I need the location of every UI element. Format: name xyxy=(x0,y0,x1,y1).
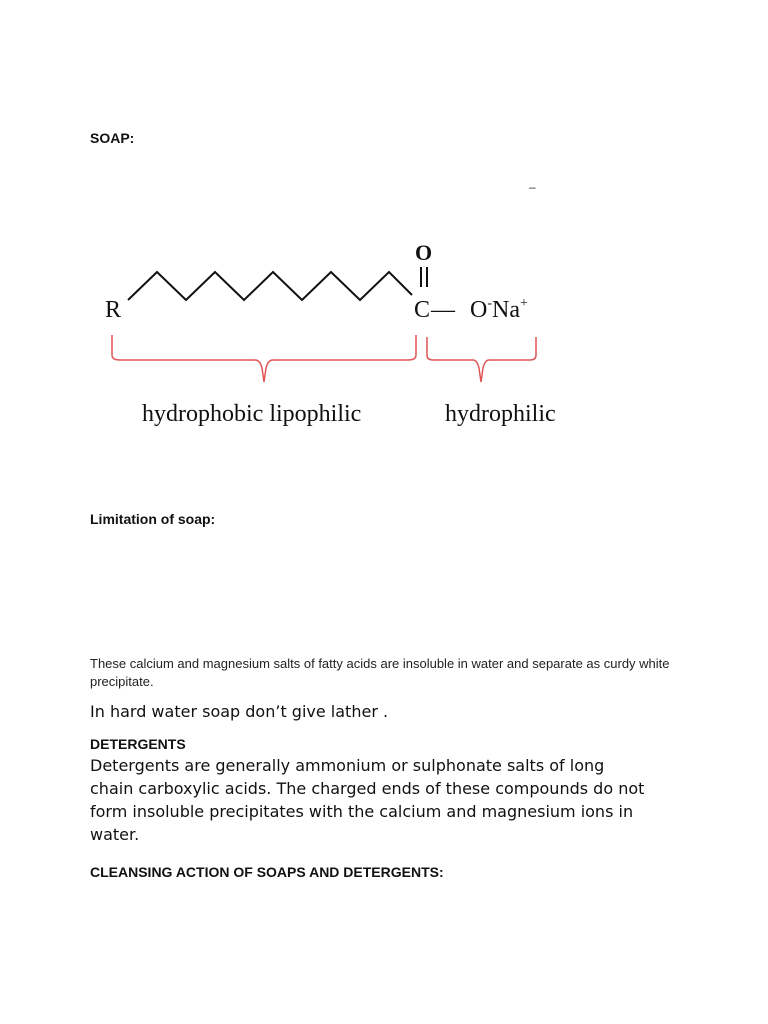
limitation-heading: Limitation of soap: xyxy=(90,511,216,527)
detergents-heading: DETERGENTS xyxy=(90,736,186,752)
sodium-oxide-group xyxy=(470,296,528,323)
single-bond-dash: — xyxy=(431,297,456,323)
oxide-charge: - xyxy=(487,296,493,311)
sodium-charge: + xyxy=(520,296,528,311)
hydrophobic-brace xyxy=(112,335,416,382)
soap-heading: SOAP: xyxy=(90,130,135,146)
soap-molecule-diagram xyxy=(90,225,590,440)
stray-mark: – xyxy=(529,180,536,194)
r-group-label: R xyxy=(105,297,122,323)
oxide-label: O xyxy=(470,297,488,323)
limitation-text: These calcium and magnesium salts of fatty acids are insoluble in water and separate as curdy white precipitate. xyxy=(90,656,670,689)
hydrophilic-label: hydrophilic xyxy=(445,401,556,427)
carbonyl-oxygen: O xyxy=(415,240,433,265)
detergents-text: Detergents are generally ammonium or sulphonate salts of long chain carboxylic acids. The charged ends of these compounds do not form insoluble precipitates with the calcium and magnesium ions in water. xyxy=(90,756,645,844)
carboxyl-carbon xyxy=(414,297,456,323)
carbon-label: C xyxy=(414,297,431,323)
cleansing-heading: CLEANSING ACTION OF SOAPS AND DETERGENTS: xyxy=(90,864,444,880)
sodium-label: Na xyxy=(492,297,520,323)
hydrophilic-brace xyxy=(427,337,536,382)
hard-water-text: In hard water soap don’t give lather . xyxy=(90,702,389,721)
hydrocarbon-chain xyxy=(128,272,412,300)
hydrophobic-label: hydrophobic lipophilic xyxy=(142,401,362,427)
